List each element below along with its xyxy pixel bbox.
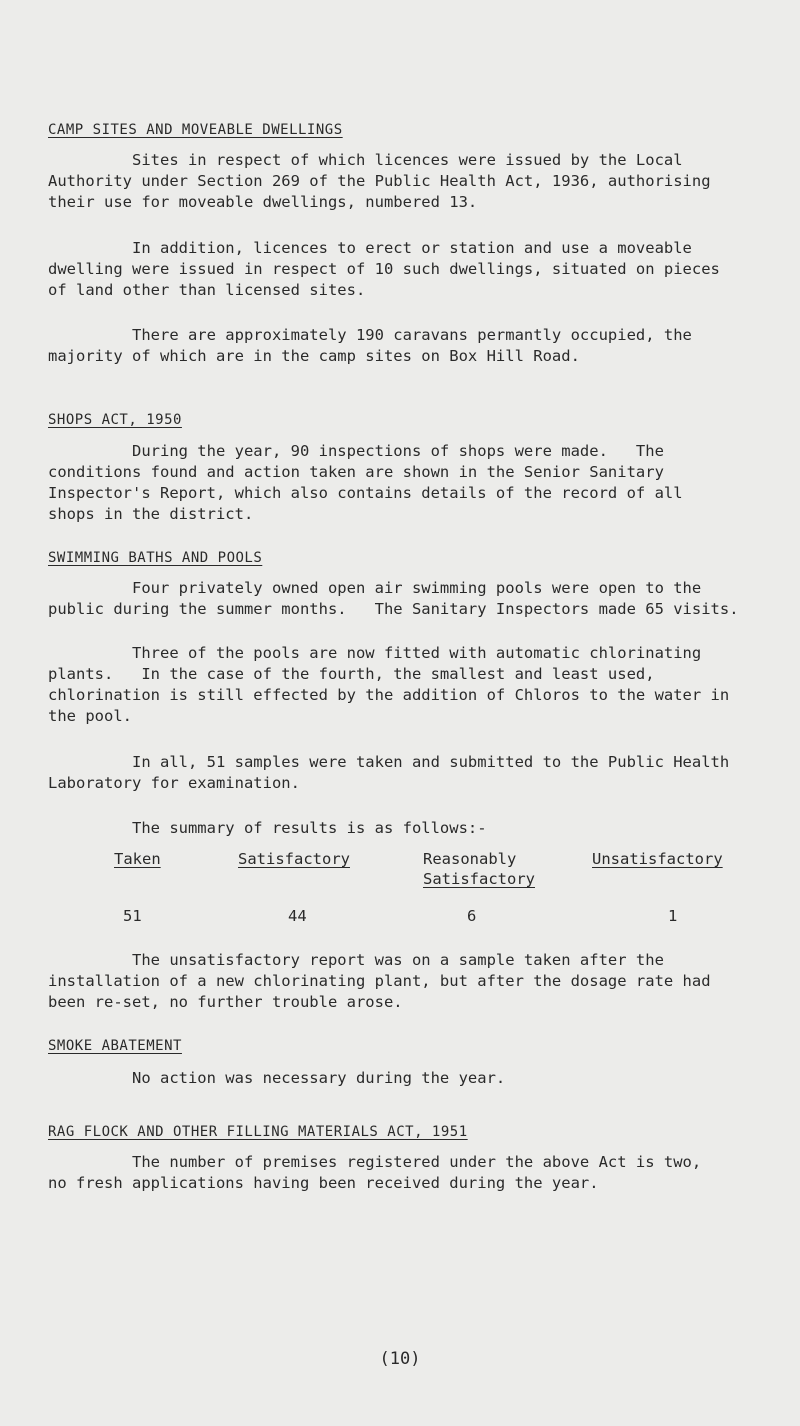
- header-taken: Taken: [114, 850, 161, 868]
- header-reasonably-satisfactory: Satisfactory: [423, 870, 535, 888]
- header-unsatisfactory: Unsatisfactory: [592, 850, 723, 868]
- paragraph-shops: During the year, 90 inspections of shops were made. The conditions found and action taken are shown in the Senior Sanitary Inspector's Report, which also contains details of the record of all shops in the district.: [48, 442, 683, 523]
- page-number: (10): [379, 1349, 421, 1369]
- paragraph-swimming-2: Three of the pools are now fitted with automatic chlorinating plants. In the case of the fourth, the smallest and least used, chlorination is still effected by the addition of Chloros to the water in the pool.: [48, 644, 730, 725]
- paragraph-swimming-4: The summary of results is as follows:-: [48, 819, 487, 837]
- value-reasonably-satisfactory: 6: [467, 907, 477, 925]
- paragraph-swimming-3: In all, 51 samples were taken and submitted to the Public Health Laboratory for examination.: [48, 753, 730, 792]
- value-unsatisfactory: 1: [668, 907, 678, 925]
- paragraph-rag-flock: The number of premises registered under the above Act is two, no fresh applications having been received during the year.: [48, 1153, 702, 1192]
- paragraph-camp-2: In addition, licences to erect or station and use a moveable dwelling were issued in respect of 10 such dwellings, situated on pieces of land other than licensed sites.: [48, 239, 720, 299]
- heading-swimming: SWIMMING BATHS AND POOLS: [48, 550, 263, 566]
- header-reasonably: Reasonably: [423, 850, 517, 868]
- paragraph-unsatisfactory-note: The unsatisfactory report was on a sample taken after the installation of a new chlorinating plant, but after the dosage rate had been re-set, no further trouble arose.: [48, 951, 711, 1011]
- paragraph-camp-3: There are approximately 190 caravans permantly occupied, the majority of which are in the camp sites on Box Hill Road.: [48, 326, 692, 365]
- header-satisfactory: Satisfactory: [238, 850, 350, 868]
- paragraph-smoke: No action was necessary during the year.: [48, 1069, 506, 1087]
- heading-rag-flock: RAG FLOCK AND OTHER FILLING MATERIALS ACT, 1951: [48, 1124, 468, 1140]
- value-satisfactory: 44: [288, 907, 307, 925]
- heading-shops-act: SHOPS ACT, 1950: [48, 412, 182, 428]
- value-taken: 51: [123, 907, 142, 925]
- heading-smoke-abatement: SMOKE ABATEMENT: [48, 1038, 182, 1054]
- heading-camp-sites: CAMP SITES AND MOVEABLE DWELLINGS: [48, 122, 343, 138]
- paragraph-swimming-1: Four privately owned open air swimming pools were open to the public during the summer months. The Sanitary Inspectors made 65 visits.: [48, 579, 739, 618]
- paragraph-camp-1: Sites in respect of which licences were issued by the Local Authority under Section 269 of the Public Health Act, 1936, authorising their use for moveable dwellings, numbered 13.: [48, 151, 711, 211]
